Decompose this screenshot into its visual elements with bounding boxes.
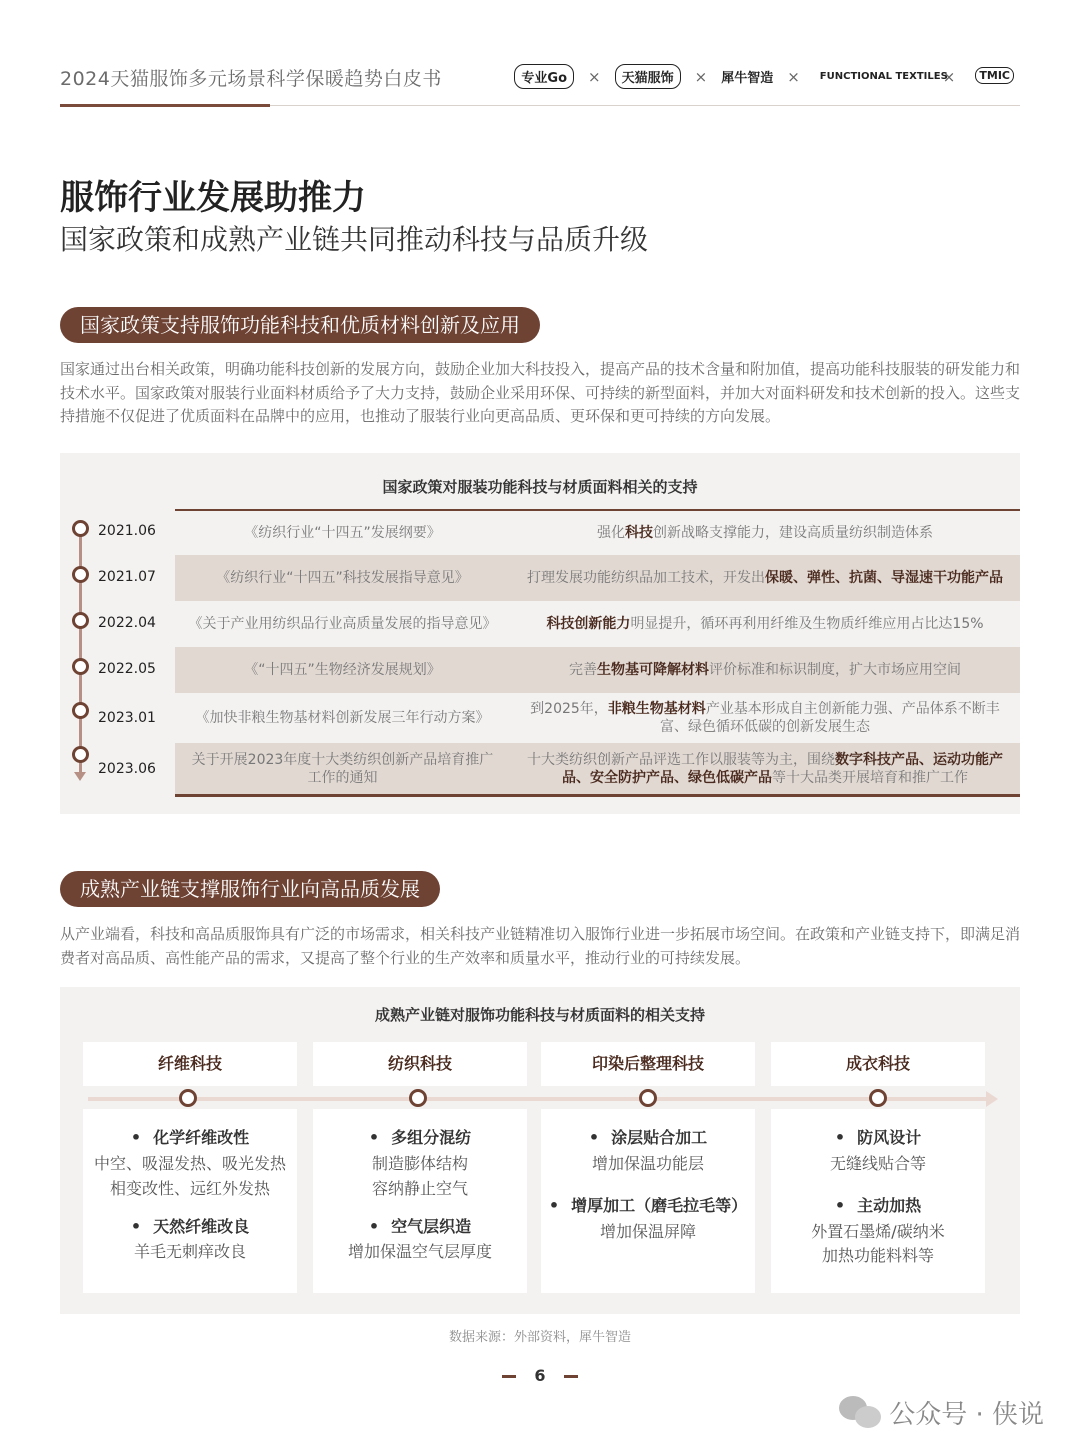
timeline-dot [72,520,89,537]
policy-document: 《加快非粮生物基材料创新发展三年行动方案》 [195,710,490,726]
policy-document: 《关于产业用纺织品行业高质量发展的指导意见》 [188,616,497,632]
item-line: 加热功能料料等 [821,1246,934,1265]
bullet-icon: • [130,1128,142,1147]
industry-chain-panel [60,987,1020,1314]
section2-text: 从产业端看，科技和高品质服饰具有广泛的市场需求，相关科技产业链精准切入服饰行业进一步拓展市场空间。在政策和产业链支持下，即满足消费者对高品质、高性能产品的需求，又提高了整个行业的生产效率和质量水平，推动行业的可持续发展。 [60,925,1021,967]
table-bottom-rule [175,794,1020,797]
policy-description: 十大类纺织创新产品评选工作以服装等为主，围绕数字科技产品、运动功能产品、安全防护产品、绿色低碳产品等十大品类开展培育和推广工作 [527,751,1003,786]
item-line: 羊毛无刺痒改良 [133,1242,246,1261]
wechat-icon [839,1396,881,1430]
timeline-arrow-icon [74,772,86,781]
column-body-garment [771,1109,985,1293]
separator: × [787,67,800,86]
timeline-bar [79,525,82,775]
column-body-textile [313,1109,527,1293]
item-line: 无缝线贴合等 [829,1154,926,1173]
logo-zhuanye: 专业Go [514,64,574,89]
policy-table-title: 国家政策对服装功能科技与材质面料相关的支持 [382,478,698,496]
item-title: • 主动加热 [834,1196,922,1215]
timeline-dot [72,746,89,763]
column-header-garment: 成衣科技 [771,1042,985,1086]
column-header-fiber: 纤维科技 [83,1042,297,1086]
item-line: 增加保温空气层厚度 [347,1242,492,1261]
column-body-dyeing [541,1109,755,1293]
logo-tmall-fashion: 天猫服饰 [615,64,681,89]
bullet-icon: • [368,1128,380,1147]
column-node [869,1089,887,1107]
header-accent-bar [60,104,270,107]
item-title: • 涂层贴合加工 [588,1128,708,1147]
industry-chain-title: 成熟产业链对服饰功能科技与材质面料的相关支持 [374,1006,705,1024]
page-title: 服饰行业发展助推力 [60,178,366,218]
table-row [175,511,1020,555]
policy-document: 《纺织行业“十四五”发展纲要》 [244,525,441,541]
item-title: • 增厚加工（磨毛拉毛等） [548,1196,748,1215]
partner-logos [514,64,1020,89]
timeline-dot [72,658,89,675]
timeline-date: 2021.07 [98,569,156,585]
item-title: • 多组分混纺 [368,1128,472,1147]
timeline-date: 2022.04 [98,615,156,631]
item-line: 相变改性、远红外发热 [109,1179,270,1198]
bullet-icon: • [130,1217,142,1236]
report-title: 2024天猫服饰多元场景科学保暖趋势白皮书 [60,68,442,90]
data-source: 数据来源：外部资料，犀牛智造 [448,1330,631,1345]
arrow-right-icon [986,1091,998,1107]
logo-tmic [969,69,1020,84]
policy-document: 《纺织行业“十四五”科技发展指导意见》 [216,570,469,586]
policy-description: 科技创新能力明显提升，循环再利用纤维及生物质纤维应用占比达15% [546,616,984,632]
policy-table-panel [60,453,1020,814]
column-node [179,1089,197,1107]
policy-description: 完善生物基可降解材料评价标准和标识制度，扩大市场应用空间 [569,662,961,678]
separator: × [942,67,956,86]
item-line: 增加保温屏障 [599,1222,696,1241]
column-node [409,1089,427,1107]
item-line: 中空、吸湿发热、吸光发热 [93,1154,286,1173]
item-line: 容纳静止空气 [371,1179,468,1198]
timeline-date: 2021.06 [98,523,156,539]
policy-description: 强化科技创新战略支撑能力，建设高质量纺织制造体系 [597,525,933,541]
bullet-icon: • [834,1196,846,1215]
column-node [639,1089,657,1107]
bullet-icon: • [548,1196,560,1215]
table-row [175,693,1020,743]
timeline-dot [72,566,89,583]
policy-description: 打理发展功能纺织品加工技术，开发出保暖、弹性、抗菌、导湿速干功能产品 [527,570,1003,586]
logo-xiniu: 犀牛智造 [721,71,774,86]
item-title: • 天然纤维改良 [130,1217,250,1236]
timeline-date: 2022.05 [98,661,156,677]
item-line: 制造膨体结构 [371,1154,468,1173]
page-header [60,58,1020,106]
tmic-text: TMIC [975,67,1014,84]
logo-functional-textiles: FUNCTIONAL TEXTILES [819,71,948,82]
column-body-fiber [83,1109,297,1293]
column-header-textile: 纺织科技 [313,1042,527,1086]
column-header-dyeing: 印染后整理科技 [541,1042,755,1086]
watermark-text: 公众号 · 侠说 [889,1400,1044,1430]
page-subtitle: 国家政策和成熟产业链共同推动科技与品质升级 [60,223,649,256]
timeline-date: 2023.06 [98,761,156,777]
item-title: • 化学纤维改性 [130,1128,250,1147]
section1-text: 国家通过出台相关政策，明确功能科技创新的发展方向，鼓励企业加大科技投入，提高产品的技术含量和附加值，提高功能科技服装的研发能力和技术水平。国家政策对服装行业面料材质给予了大力支持，鼓励企业采用环保、可持续的新型面料，并加大对面料研发和技术创新的投入。这些支持措施不仅促进了优质面料在品牌中的应用，也推动了服装行业向更高品质、更环保和更可持续的方向发展。 [60,360,1021,425]
separator: × [694,67,708,86]
table-row [175,647,1020,693]
timeline-dot [72,612,89,629]
section2-label: 成熟产业链支撑服饰行业向高品质发展 [60,871,440,907]
policy-description: 到2025年，非粮生物基材料产业基本形成自主创新能力强、产品体系不断丰富、绿色循环低碳的创新发展生态 [530,701,1000,735]
item-title: • 空气层织造 [368,1217,472,1236]
item-line: 外置石墨烯/碳纳米 [811,1222,945,1241]
item-title: • 防风设计 [834,1128,922,1147]
page-number: 6 [0,1366,1080,1385]
bullet-icon: • [588,1128,600,1147]
table-row [175,601,1020,647]
policy-document: 《“十四五”生物经济发展规划》 [244,662,441,678]
timeline-date: 2023.01 [98,710,156,726]
bullet-icon: • [368,1217,380,1236]
table-row [175,743,1020,794]
table-row [175,555,1020,601]
section1-label: 国家政策支持服饰功能科技和优质材料创新及应用 [60,307,540,343]
dash-icon [564,1375,578,1378]
separator: × [588,67,601,86]
process-arrow-line [88,1097,988,1101]
item-line: 增加保温功能层 [591,1154,704,1173]
policy-document: 关于开展2023年度十大类纺织创新产品培育推广工作的通知 [191,751,494,786]
timeline-dot [72,702,89,719]
bullet-icon: • [834,1128,846,1147]
dash-icon [502,1375,516,1378]
watermark [839,1394,1044,1431]
